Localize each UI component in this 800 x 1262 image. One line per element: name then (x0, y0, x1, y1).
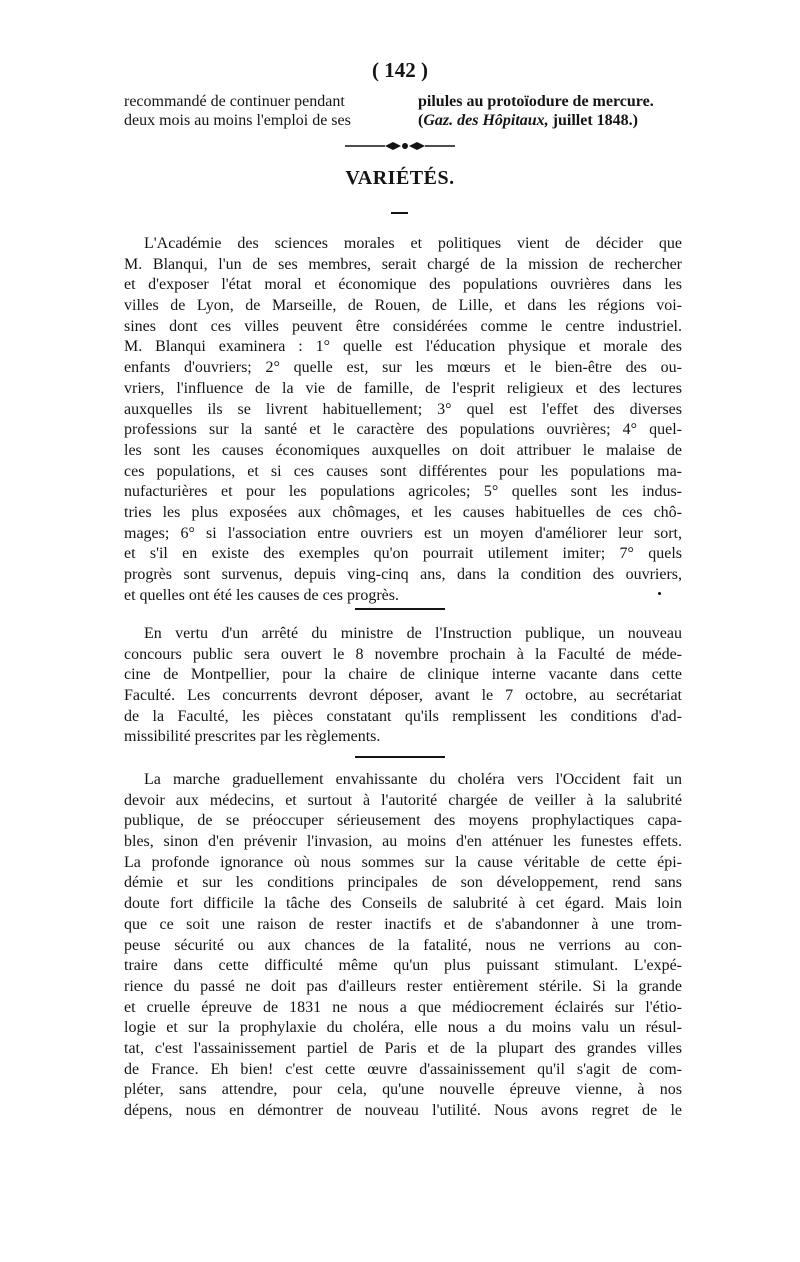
text-line: missibilité prescrites par les règlements. (124, 728, 381, 746)
text-line: et s'il en existe des exemples qu'on pourrait utilement imiter; 7° quels (124, 545, 682, 563)
text-line: bles, sinon d'en prévenir l'invasion, au moins d'en atténuer les funestes effets. (124, 833, 682, 851)
citation-date: juillet 1848.) (548, 112, 638, 129)
text-line: et quelles ont été les causes de ces progrès. (124, 586, 400, 604)
text-line: logie et sur la prophylaxie du choléra, elle nous a du moins valu un résul- (124, 1019, 682, 1037)
continued-text-right (418, 92, 718, 130)
text-line: recommandé de continuer pendant (124, 93, 345, 110)
ink-dot (658, 592, 661, 595)
text-line: Faculté. Les concurrents devront déposer, avant le 7 octobre, au secrétariat (124, 687, 682, 705)
paragraph-academie (124, 234, 682, 606)
text-line: cine de Montpellier, pour la chaire de clinique interne vacante dans cette (124, 666, 682, 684)
text-line: peuse sécurité ou aux chances de la fatalité, nous ne verrions au con- (124, 936, 682, 954)
text-line: publique, de se préoccuper sérieusement des moyens prophylactiques capa- (124, 812, 682, 830)
paragraph-cholera (124, 770, 682, 1122)
paragraph-concours (124, 624, 682, 748)
text-line: nufacturières et pour les populations agricoles; 5° quelles sont les indus- (124, 483, 682, 501)
text-line: M. Blanqui, l'un de ses membres, serait chargé de la mission de rechercher (124, 255, 682, 273)
section-title: VARIÉTÉS. (345, 167, 455, 189)
text-line: doute fort difficile la tâche des Conseils de salubrité à cet égard. Mais loin (124, 895, 682, 913)
text-line: auxquelles ils se livrent habituellement; 3° quel est l'effet des diverses (124, 400, 682, 418)
text-line: deux mois au moins l'emploi de ses (124, 112, 351, 129)
text-line: professions sur la santé et le caractère des populations ouvrières; 4° quel- (124, 421, 682, 439)
text-line: La marche graduellement envahissante du choléra vers l'Occident fait un (144, 771, 682, 788)
ornament-divider (345, 139, 455, 153)
text-line: sines dont ces villes peuvent être considérées comme le centre industriel. (124, 317, 682, 335)
text-line: les sont les causes économiques auxquelles on doit attribuer le malaise de (124, 441, 682, 459)
text-line: mages; 6° si l'association entre ouvriers est un moyen d'améliorer leur sort, (124, 524, 682, 542)
text-line: M. Blanqui examinera : 1° quelle est l'éducation physique et morale des (124, 338, 682, 356)
text-line: que ce soit une raison de rester inactifs et de s'abandonner à une trom- (124, 915, 682, 933)
text-line: dépens, nous en démontrer de nouveau l'utilité. Nous avons regret de le (124, 1102, 682, 1119)
text-line: rience du passé ne doit pas d'ailleurs rester entièrement stérile. Si la grande (124, 977, 682, 995)
text-line: traire dans cette difficulté même qu'un plus puissant stimulant. L'expé- (124, 957, 682, 975)
text-line: ces populations, et si ces causes sont différentes pour les populations ma- (124, 462, 682, 480)
text-line: démie et sur les conditions principales de son développement, rend sans (124, 874, 682, 892)
text-line: pléter, sans attendre, pour cela, qu'une nouvelle épreuve vienne, à nos (124, 1081, 682, 1099)
citation-open: ( (418, 112, 424, 129)
text-line: progrès sont survenus, depuis ving-cinq ans, dans la condition des ouvriers, (124, 566, 682, 583)
text-line: En vertu d'un arrêté du ministre de l'Instruction publique, un nouveau (144, 625, 682, 642)
text-line: et cruelle épreuve de 1831 ne nous a que médiocrement éclairés sur l'étio- (124, 998, 682, 1016)
text-line: vriers, l'influence de la vie de famille, de l'esprit religieux et des lectures (124, 379, 682, 397)
text-line: devoir aux médecins, et surtout à l'autorité chargée de veiller à la salubrité (124, 791, 682, 809)
text-line: tries les plus exposées aux chômages, et les causes habituelles de ces chô- (124, 503, 682, 521)
text-line: La profonde ignorance où nous sommes sur la cause véritable de cette épi- (124, 853, 682, 871)
text-line: tat, c'est l'assainissement partiel de Paris et de la plupart des grandes villes (124, 1039, 682, 1057)
continued-text-left (124, 92, 424, 130)
section-separator (355, 608, 445, 610)
section-separator (355, 756, 445, 758)
text-line: et d'exposer l'état moral et économique des populations ouvrières dans les (124, 276, 682, 294)
citation-source: Gaz. des Hôpitaux, (423, 112, 549, 129)
text-line: de France. Eh bien! c'est cette œuvre d'assainissement qu'il s'agit de com- (124, 1060, 682, 1078)
text-line: de la Faculté, les pièces constatant qu'ils remplissent les conditions d'ad- (124, 707, 682, 725)
text-line: villes de Lyon, de Marseille, de Rouen, de Lille, et dans les régions voi- (124, 297, 682, 315)
text-line: concours public sera ouvert le 8 novembre prochain à la Faculté de méde- (124, 645, 682, 663)
citation-line (418, 111, 718, 130)
text-line: pilules au protoïodure de mercure. (418, 93, 654, 110)
text-line: L'Académie des sciences morales et politiques vient de décider que (144, 235, 682, 252)
text-line: enfants d'ouvriers; 2° quelle est, sur les mœurs et le bien-être des ou- (124, 359, 682, 377)
title-dash (391, 212, 408, 214)
page-number: ( 142 ) (372, 58, 428, 82)
